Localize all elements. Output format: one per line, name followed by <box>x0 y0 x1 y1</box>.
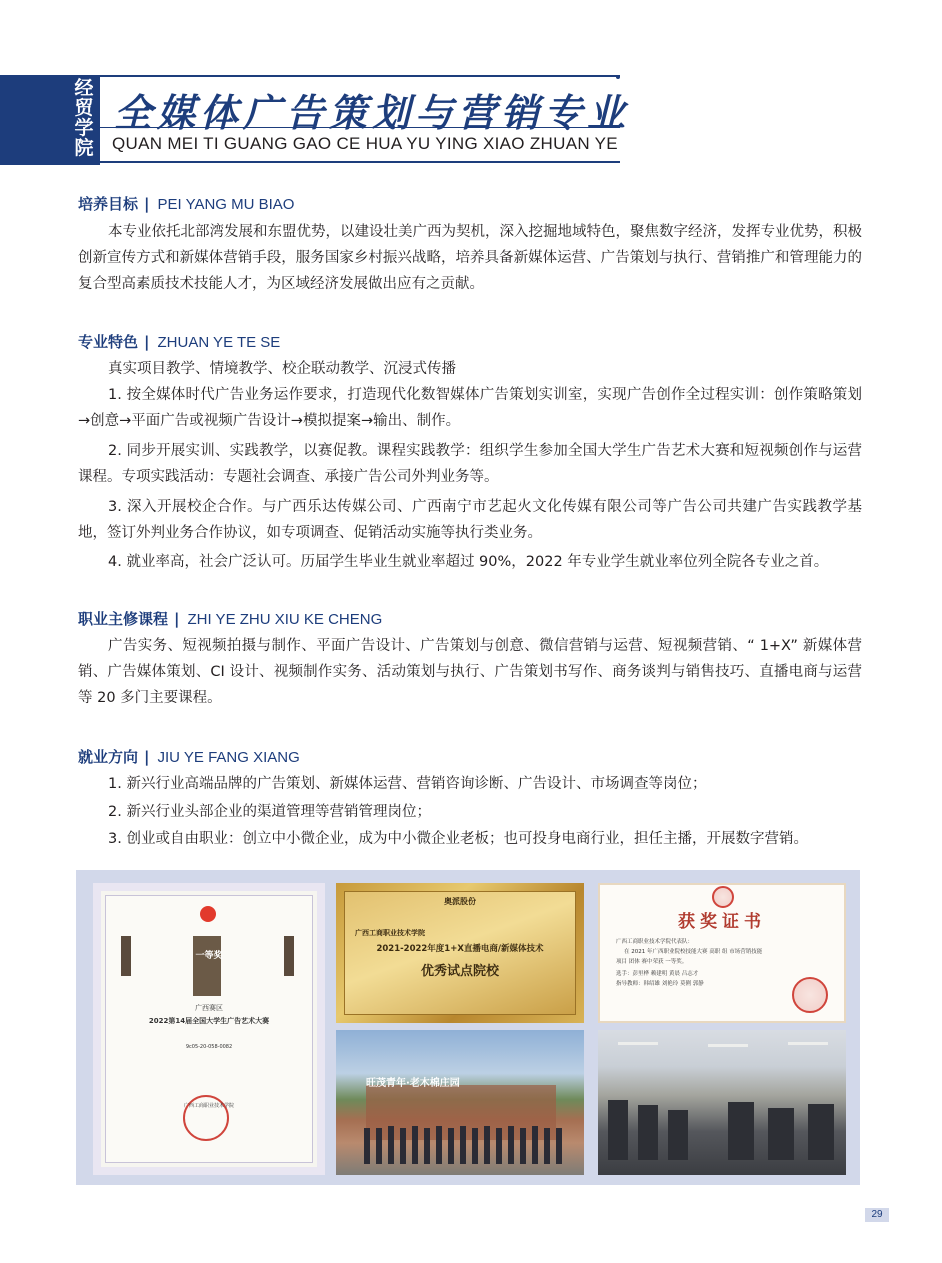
award-line: 在 2021 年广西职业院校技能大赛 高职 组 市场营销技能 <box>624 949 763 955</box>
section-heading-cn: 职业主修课程 <box>78 610 169 628</box>
cert-competition: 2022第14届全国大学生广告艺术大赛 <box>148 1017 270 1025</box>
section-heading-cn: 培养目标 <box>78 195 139 213</box>
section-heading-goal <box>78 193 294 214</box>
title-top-rule <box>100 75 620 77</box>
courses-paragraph: 广告实务、短视频拍摄与制作、平面广告设计、广告策划与创意、微信营销与运营、短视频营销、“ 1+X” 新媒体营销、广告媒体策划、CI 设计、视频制作实务、活动策划与执行、广告策划书写作、商务谈判与销售技巧、直播电商与运营等 20 多门主要课程。 <box>78 638 862 706</box>
plaque-award: 优秀试点院校 <box>420 964 499 979</box>
competition-certificate-photo <box>93 883 325 1175</box>
college-name: 经贸学院 <box>74 77 94 159</box>
cert-work-no: 9c05-20-058-0082 <box>185 1044 233 1050</box>
features-item: 1. 按全媒体时代广告业务运作要求，打造现代化数智媒体广告策划实训室，实现广告创作全过程实训：创作策略策划→创意→平面广告或视频广告设计→模拟提案→输出、制作。 <box>78 387 862 429</box>
features-item: 4. 就业率高，社会广泛认可。历届学生毕业生就业率超过 90%，2022 年专业学生就业率位列全院各专业之首。 <box>108 554 829 570</box>
award-title: 获奖证书 <box>678 912 766 932</box>
plaque-line: 2021-2022年度1+X直播电商/新媒体技术 <box>376 944 544 954</box>
cert-region: 广西赛区 <box>195 1004 223 1012</box>
page-number: 29 <box>865 1208 889 1222</box>
group-outdoor-photo <box>336 1030 584 1175</box>
heading-divider: | <box>144 333 150 351</box>
people-row-icon <box>364 1126 562 1164</box>
plaque-inner <box>344 891 576 1015</box>
official-seal-icon <box>792 977 828 1013</box>
classroom-scene <box>598 1030 846 1175</box>
features-item: 3. 深入开展校企合作。与广西乐达传媒公司、广西南宁市艺起火文化传媒有限公司等广告公司共建广告实践教学基地，签订外判业务合作协议，如专项调查、促销活动实施等执行类业务。 <box>78 499 862 541</box>
heading-divider: | <box>144 748 150 766</box>
award-recipient: 广西工商职业技术学院代表队： <box>616 939 694 945</box>
section-heading-pinyin: PEI YANG MU BIAO <box>157 196 295 213</box>
title-rule-dot <box>616 75 620 79</box>
section-heading-cn: 就业方向 <box>78 748 139 766</box>
certificate-graphics <box>106 896 306 1156</box>
classroom-photo <box>598 1030 846 1175</box>
section-heading-courses <box>78 608 382 629</box>
award-ribbon-icon <box>193 936 221 996</box>
features-item: 真实项目教学、情境教学、校企联动教学、沉浸式传播 <box>108 361 456 377</box>
section-heading-pinyin: ZHI YE ZHU XIU KE CHENG <box>187 611 383 628</box>
award-line: 项目 团体 赛中荣获 一等奖。 <box>616 959 688 965</box>
plaque-school: 广西工商职业技术学院 <box>355 929 425 937</box>
section-heading-pinyin: JIU YE FANG XIANG <box>157 749 300 766</box>
cert-school: 广西工商职业技术学院 <box>183 1103 234 1109</box>
heading-divider: | <box>174 610 180 628</box>
award-line: 选手：彭里桦 赖建明 黄晨 吕志才 <box>616 971 699 977</box>
section-heading-employment <box>78 746 300 767</box>
page-title: 全媒体广告策划与营销专业 <box>114 91 631 135</box>
award-line: 指导教师：韩绍雄 刘艳玲 莫俐 郭静 <box>616 981 704 987</box>
college-emblem-icon <box>712 886 734 908</box>
heading-divider: | <box>144 195 150 213</box>
section-heading-features <box>78 331 280 352</box>
section-heading-cn: 专业特色 <box>78 333 139 351</box>
employment-item: 3. 创业或自由职业：创立中小微企业，成为中小微企业老板；也可投身电商行业，担任主播，开展数字营销。 <box>108 831 808 847</box>
goal-paragraph: 本专业依托北部湾发展和东盟优势，以建设壮美广西为契机，深入挖掘地域特色，聚焦数字经济，发挥专业优势，积极创新宣传方式和新媒体营销手段，服务国家乡村振兴战略，培养具备新媒体运营、广告策划与执行、营销推广和管理能力的复合型高素质技术技能人才，为区域经济发展做出应有之贡献。 <box>78 224 862 292</box>
plaque-brand: 奥派股份 <box>444 897 476 906</box>
section-heading-pinyin: ZHUAN YE TE SE <box>157 334 281 351</box>
employment-item: 1. 新兴行业高端品牌的广告策划、新媒体运营、营销咨询诊断、广告设计、市场调查等岗位； <box>108 776 707 792</box>
award-certificate-photo <box>598 883 846 1023</box>
contest-logo-icon <box>200 906 216 922</box>
students-seated-icon <box>608 1100 834 1160</box>
title-bottom-rule <box>100 161 620 163</box>
features-item: 2. 同步开展实训、实践教学，以赛促教。课程实践教学：组织学生参加全国大学生广告艺术大赛和短视频创作与运营课程。专项实践活动：专题社会调查、承接广告公司外判业务等。 <box>78 443 862 485</box>
ceiling-lights-icon <box>618 1042 828 1047</box>
page-title-pinyin: QUAN MEI TI GUANG GAO CE HUA YU YING XIAO ZHUAN YE <box>112 134 618 153</box>
certificate-inner <box>105 895 313 1163</box>
gold-plaque-photo <box>336 883 584 1023</box>
employment-item: 2. 新兴行业头部企业的渠道管理等营销管理岗位； <box>108 804 431 820</box>
cert-rank: 一等奖 <box>195 951 223 961</box>
park-sign: 旺茂青年·老木棉庄园 <box>366 1078 460 1089</box>
group-photo-scene <box>336 1030 584 1175</box>
